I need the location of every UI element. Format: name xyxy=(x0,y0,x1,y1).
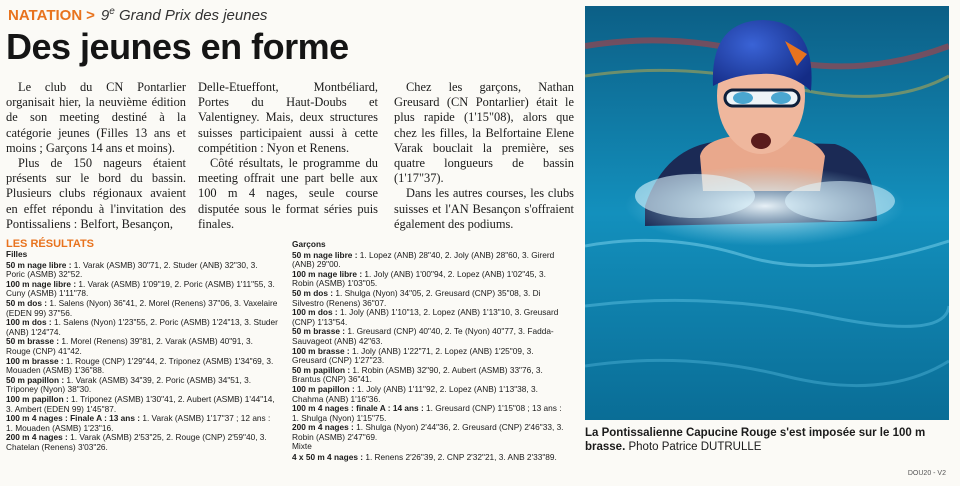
photo-credit: Photo Patrice DUTRULLE xyxy=(625,441,762,453)
event-results: 1. Morel (Renens) 39"81, 2. Varak (ASMB) 40"91, 3. Rouge (CNP) 41"42. xyxy=(6,336,253,356)
event-name: 50 m nage libre : xyxy=(292,249,358,260)
event-name: 100 m papillon : xyxy=(6,393,69,404)
event-results: 1. Greusard (CNP) 1'15"08 ; 13 ans : 1. Shulga (Nyon) 1'15"75. xyxy=(292,403,562,423)
result-entry xyxy=(292,270,564,289)
event-name: 50 m brasse : xyxy=(6,336,60,347)
result-entry xyxy=(6,318,278,337)
event-name: 100 m brasse : xyxy=(292,345,350,356)
results-group-label: Garçons xyxy=(292,239,326,249)
event-results: 1. Varak (ASMB) 2'53"25, 2. Rouge (CNP) 2'59"40, 3. Chatelan (Renens) 3'03"26. xyxy=(6,432,267,452)
paragraph: Côté résultats, le programme du meeting offrait une part belle aux 100 m 4 nages, seule course disputée sous le format séries puis finales. xyxy=(198,156,378,231)
result-entry xyxy=(6,433,278,452)
event-results: 1. Triponez (ASMB) 1'30"41, 2. Aubert (ASMB) 1'44"14, 3. Ambert (EDEN 99) 1'45"87. xyxy=(6,393,275,414)
section-label: NATATION xyxy=(8,7,83,24)
paragraph: Dans les autres courses, les clubs suisses et l'AN Besançon s'offraient également des podiums. xyxy=(394,186,574,231)
event-name: 50 m dos : xyxy=(292,287,334,298)
event-name: 100 m 4 nages : finale A : 14 ans : xyxy=(292,403,424,414)
event-results: 1. Varak (ASMB) 30"71, 2. Studer (ANB) 32"30, 3. Poric (ASMB) 32"52. xyxy=(6,259,258,280)
result-entry xyxy=(292,423,564,442)
event-name: 200 m 4 nages : xyxy=(6,432,68,443)
results-boys xyxy=(292,240,564,463)
swimmer-photo xyxy=(585,6,949,420)
event-name: 50 m nage libre : xyxy=(6,259,72,270)
event-name: 4 x 50 m 4 nages : xyxy=(292,452,364,463)
event-results: 1. Joly (ANB) 1'00"94, 2. Lopez (ANB) 1'02"45, 3. Robin (ASMB) 1'03"05. xyxy=(292,268,546,289)
result-entry xyxy=(292,347,564,366)
result-entry xyxy=(292,308,564,327)
event-name: 50 m papillon : xyxy=(292,364,351,375)
photo-caption xyxy=(585,426,949,454)
chevron-right-icon: > xyxy=(86,7,95,24)
event-results: 1. Salens (Nyon) 1'23"55, 2. Poric (ASMB) 1'24"13, 3. Studer (ANB) 1'24"74. xyxy=(6,317,278,337)
results-girls xyxy=(6,250,278,452)
event-name: 100 m nage libre : xyxy=(6,278,77,289)
result-entry xyxy=(292,385,564,404)
result-entry xyxy=(6,299,278,318)
result-entry xyxy=(292,404,564,423)
event-results: 1. Joly (ANB) 1'10"13, 2. Lopez (ANB) 1'13"10, 3. Greusard (CNP) 1'13"54. xyxy=(292,307,559,327)
event-name: 100 m 4 nages : Finale A : 13 ans : xyxy=(6,413,141,424)
result-entry xyxy=(292,327,564,346)
result-entry xyxy=(6,357,278,376)
event-results: 1. Shulga (Nyon) 2'44"36, 2. Greusard (CNP) 2'46"33, 3. Robin (ASMB) 2'47"69. xyxy=(292,422,564,442)
event-subtitle: 9e Grand Prix des jeunes xyxy=(100,6,268,24)
article-column-3 xyxy=(394,80,574,232)
event-results: 1. Renens 2'26"39, 2. CNP 2'32"21, 3. ANB 2'33"89. xyxy=(363,452,557,463)
event-name: 200 m 4 nages : xyxy=(292,422,354,433)
result-entry xyxy=(292,366,564,385)
event-name: 100 m papillon : xyxy=(292,383,355,394)
results-group-label: Filles xyxy=(6,249,28,259)
event-results: 1. Lopez (ANB) 28"40, 2. Joly (ANB) 28"60, 3. Girerd (ANB) 29"00. xyxy=(292,249,555,270)
event-name: 50 m dos : xyxy=(6,297,48,308)
event-name: 100 m dos : xyxy=(292,307,338,318)
article-headline: Des jeunes en forme xyxy=(6,26,349,67)
result-entry xyxy=(6,395,278,414)
event-results: 1. Robin (ASMB) 32"90, 2. Aubert (ASMB) 33"76, 3. Brantus (CNP) 36"41. xyxy=(292,364,543,385)
result-entry xyxy=(292,453,564,463)
result-entry xyxy=(6,376,278,395)
event-results: 1. Varak (ASMB) 1'09"19, 2. Poric (ASMB) 1'11"55, 3. Cuny (ASMB) 1'11"78. xyxy=(6,278,275,299)
article-column-1 xyxy=(6,80,186,232)
paragraph: Chez les garçons, Nathan Greusard (CN Pontarlier) était le plus rapide (1'15"08), alors que chez les filles, la Belfortaine Elene Varak bouclait la première, ses quatre longueurs de bassin (1'17"37). xyxy=(394,80,574,186)
event-results: 1. Greusard (CNP) 40"40, 2. Te (Nyon) 40"77, 3. Fadda-Sauvageot (ANB) 42"63. xyxy=(292,326,554,346)
event-name: 50 m papillon : xyxy=(6,374,65,385)
result-entry xyxy=(6,280,278,299)
event-name: 100 m brasse : xyxy=(6,355,64,366)
caption-text: La Pontissalienne Capucine Rouge s'est imposée sur le 100 m brasse. xyxy=(585,427,926,453)
event-results: 1. Joly (ANB) 1'11"92, 2. Lopez (ANB) 1'13"38, 3. Chahma (ANB) 1'16"36. xyxy=(292,383,538,404)
result-entry xyxy=(6,414,278,433)
result-entry xyxy=(292,289,564,308)
result-entry xyxy=(6,337,278,356)
paragraph: Plus de 150 nageurs étaient présents sur le bord du bassin. Plusieurs clubs régionaux avaient en effet répondu à l'invitation des Pontissaliens : Belfort, Besançon, xyxy=(6,156,186,231)
event-results: 1. Salens (Nyon) 36"41, 2. Morel (Renens) 37"06, 3. Vaxelaire (EDEN 99) 37"56. xyxy=(6,297,278,318)
event-name: 50 m brasse : xyxy=(292,326,346,337)
event-results: 1. Rouge (CNP) 1'29"44, 2. Triponez (ASMB) 1'34"69, 3. Mouaden (ASMB) 1'36"88. xyxy=(6,355,274,376)
event-results: 1. Joly (ANB) 1'22"71, 2. Lopez (ANB) 1'25"09, 3. Greusard (CNP) 1'27"23. xyxy=(292,345,534,366)
results-title: LES RÉSULTATS xyxy=(6,238,94,250)
result-entry xyxy=(6,261,278,280)
event-name: 100 m dos : xyxy=(6,317,52,328)
event-name: 100 m nage libre : xyxy=(292,268,363,279)
article-column-2 xyxy=(198,80,378,232)
page-code: DOU20 - V2 xyxy=(907,470,946,477)
event-results: 1. Shulga (Nyon) 34"05, 2. Greusard (CNP) 35"08, 3. Di Silvestro (Renens) 36"07. xyxy=(292,287,541,308)
results-group-label: Mixte xyxy=(292,441,312,452)
section-kicker xyxy=(8,6,267,24)
paragraph: Le club du CN Pontarlier organisait hier, la neuvième édition de son meeting destiné à la catégorie jeunes (Filles 13 ans et moins ; Garçons 14 ans et moins). xyxy=(6,80,186,155)
event-results: 1. Varak (ASMB) 1'17"37 ; 12 ans : 1. Mouaden (ASMB) 1'23"16. xyxy=(6,413,271,433)
result-entry xyxy=(292,251,564,270)
event-results: 1. Varak (ASMB) 34"39, 2. Poric (ASMB) 34"51, 3. Triponey (Nyon) 38"30. xyxy=(6,374,252,395)
paragraph: Delle-Etueffont, Montbéliard, Portes du Haut-Doubs et Valentigney. Mais, deux structures suisses participaient aussi à cette compétition : Nyon et Renens. xyxy=(198,80,378,155)
